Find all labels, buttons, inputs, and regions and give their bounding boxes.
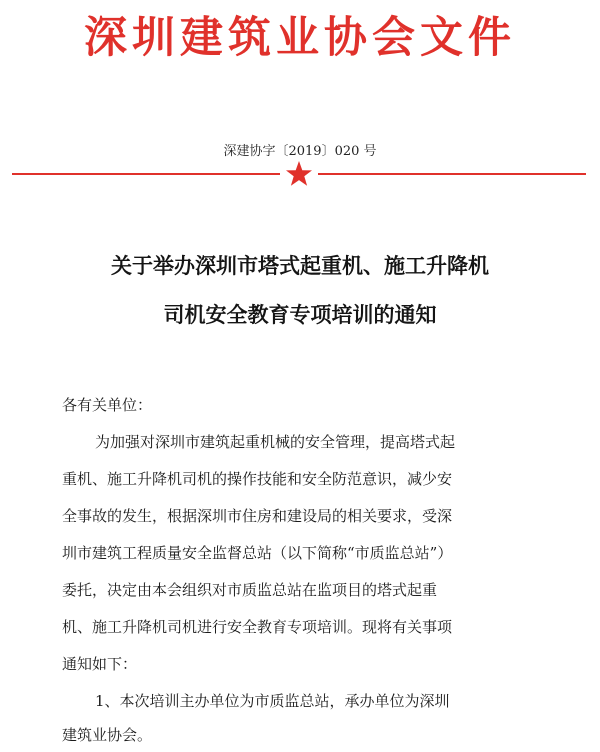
- notice-title-line-1: 关于举办深圳市塔式起重机、施工升降机: [111, 253, 489, 278]
- paragraph-line: 全事故的发生，根据深圳市住房和建设局的相关要求，受深: [62, 507, 453, 525]
- star-icon: [285, 160, 313, 188]
- header-divider-right: [318, 173, 586, 175]
- paragraph-line: 为加强对深圳市建筑起重机械的安全管理，提高塔式起: [95, 433, 456, 451]
- header-divider-left: [12, 173, 280, 175]
- paragraph-line: 圳市建筑工程质量安全监督总站（以下简称“市质监总站”）: [62, 544, 453, 562]
- list-item-line: 1、本次培训主办单位为市质监总站，承办单位为深圳: [95, 692, 450, 710]
- salutation: 各有关单位：: [62, 396, 153, 414]
- document-number: 深建协字〔2019〕020 号: [223, 144, 377, 159]
- paragraph-line: 通知如下：: [62, 655, 138, 673]
- paragraph-line: 重机、施工升降机司机的操作技能和安全防范意识，减少安: [62, 470, 453, 488]
- list-item-line: 建筑业协会。: [62, 726, 153, 744]
- notice-title-line-2: 司机安全教育专项培训的通知: [163, 302, 437, 327]
- paragraph-line: 机、施工升降机司机进行安全教育专项培训。现将有关事项: [62, 618, 453, 636]
- paragraph-line: 委托，决定由本会组织对市质监总站在监项目的塔式起重: [62, 581, 438, 599]
- organization-header: 深圳建筑业协会文件: [84, 13, 516, 63]
